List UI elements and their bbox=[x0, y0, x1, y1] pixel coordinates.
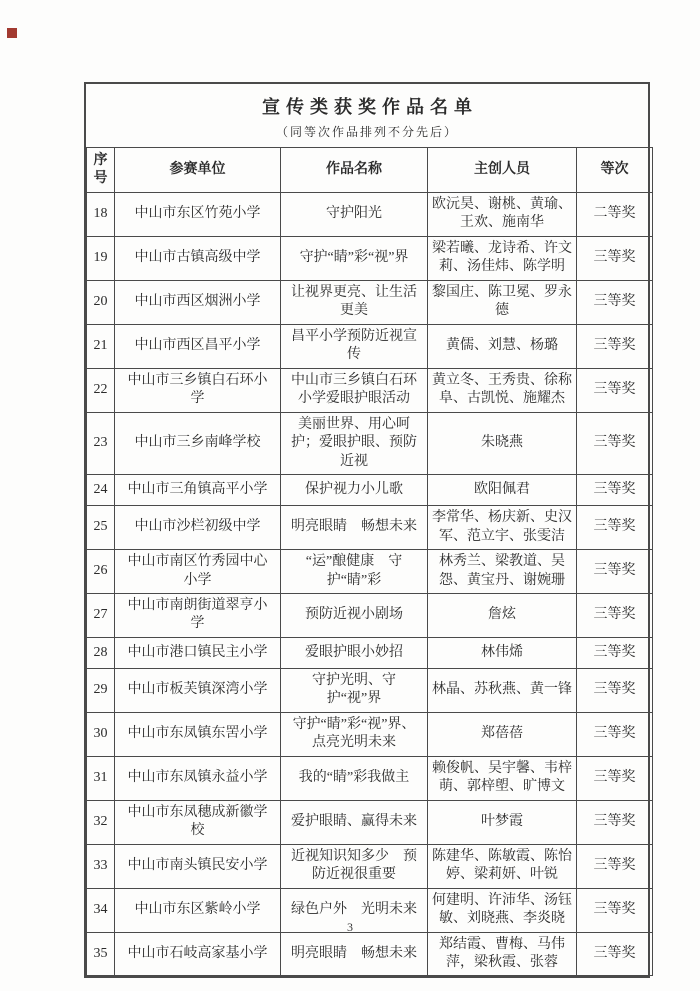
table-row bbox=[87, 593, 653, 637]
work-name-cell: 让视界更亮、让生活更美 bbox=[281, 280, 428, 324]
creators-cell: 黄立冬、王秀贵、徐称阜、古凯悦、施耀杰 bbox=[428, 368, 577, 412]
award-level-cell: 三等奖 bbox=[577, 324, 653, 368]
table-row bbox=[87, 412, 653, 474]
row-number-cell: 19 bbox=[87, 236, 115, 280]
work-name-cell: 明亮眼睛 畅想未来 bbox=[281, 932, 428, 976]
award-level-cell: 三等奖 bbox=[577, 412, 653, 474]
work-name-cell: 昌平小学预防近视宣传 bbox=[281, 324, 428, 368]
unit-cell: 中山市三乡镇白石环小学 bbox=[115, 368, 281, 412]
unit-cell: 中山市板芙镇深湾小学 bbox=[115, 668, 281, 712]
award-level-cell: 三等奖 bbox=[577, 280, 653, 324]
table-row bbox=[87, 324, 653, 368]
creators-cell: 黄儒、刘慧、杨璐 bbox=[428, 324, 577, 368]
header-work: 作品名称 bbox=[281, 148, 428, 193]
work-name-cell: 绿色户外 光明未来 bbox=[281, 888, 428, 932]
creators-cell: 黎国庄、陈卫冕、罗永德 bbox=[428, 280, 577, 324]
row-number-cell: 22 bbox=[87, 368, 115, 412]
award-level-cell: 三等奖 bbox=[577, 593, 653, 637]
creators-cell: 赖俊帆、吴宇馨、韦梓萌、郭梓塱、旷博文 bbox=[428, 756, 577, 800]
table-row bbox=[87, 800, 653, 844]
unit-cell: 中山市古镇高级中学 bbox=[115, 236, 281, 280]
award-level-cell: 三等奖 bbox=[577, 932, 653, 976]
award-level-cell: 三等奖 bbox=[577, 637, 653, 668]
unit-cell: 中山市南头镇民安小学 bbox=[115, 844, 281, 888]
creators-cell: 梁若曦、龙诗希、许文莉、汤佳炜、陈学明 bbox=[428, 236, 577, 280]
header-creators: 主创人员 bbox=[428, 148, 577, 193]
creators-cell: 郑蓓蓓 bbox=[428, 712, 577, 756]
row-number-cell: 27 bbox=[87, 593, 115, 637]
award-level-cell: 三等奖 bbox=[577, 756, 653, 800]
row-number-cell: 24 bbox=[87, 475, 115, 506]
table-header-row bbox=[87, 148, 653, 193]
unit-cell: 中山市东区紫岭小学 bbox=[115, 888, 281, 932]
row-number-cell: 33 bbox=[87, 844, 115, 888]
creators-cell: 詹炫 bbox=[428, 593, 577, 637]
work-name-cell: “运”酿健康 守护“睛”彩 bbox=[281, 550, 428, 594]
row-number-cell: 32 bbox=[87, 800, 115, 844]
unit-cell: 中山市南朗街道翠亨小学 bbox=[115, 593, 281, 637]
creators-cell: 欧阳佩君 bbox=[428, 475, 577, 506]
work-name-cell: 我的“睛”彩我做主 bbox=[281, 756, 428, 800]
award-level-cell: 三等奖 bbox=[577, 800, 653, 844]
unit-cell: 中山市东区竹苑小学 bbox=[115, 193, 281, 237]
work-name-cell: 预防近视小剧场 bbox=[281, 593, 428, 637]
red-corner-marker bbox=[7, 28, 17, 38]
work-name-cell: 保护视力小儿歌 bbox=[281, 475, 428, 506]
row-number-cell: 20 bbox=[87, 280, 115, 324]
work-name-cell: 中山市三乡镇白石环小学爱眼护眼活动 bbox=[281, 368, 428, 412]
row-number-cell: 35 bbox=[87, 932, 115, 976]
page-number: 3 bbox=[347, 920, 353, 934]
creators-cell: 叶梦霞 bbox=[428, 800, 577, 844]
unit-cell: 中山市东凤镇东罟小学 bbox=[115, 712, 281, 756]
creators-cell: 朱晓燕 bbox=[428, 412, 577, 474]
row-number-cell: 26 bbox=[87, 550, 115, 594]
title-block bbox=[86, 84, 648, 147]
page-subtitle: （同等次作品排列不分先后） bbox=[275, 125, 458, 139]
creators-cell: 欧沅昊、谢桃、黄瑜、王欢、施南华 bbox=[428, 193, 577, 237]
award-level-cell: 三等奖 bbox=[577, 844, 653, 888]
work-name-cell: 守护阳光 bbox=[281, 193, 428, 237]
header-unit: 参赛单位 bbox=[115, 148, 281, 193]
creators-cell: 何建明、许沛华、汤钰敏、刘晓燕、李炎晓 bbox=[428, 888, 577, 932]
unit-cell: 中山市沙栏初级中学 bbox=[115, 506, 281, 550]
table-row bbox=[87, 637, 653, 668]
award-table-body bbox=[87, 193, 653, 976]
award-level-cell: 三等奖 bbox=[577, 888, 653, 932]
award-table-container bbox=[84, 82, 650, 978]
row-number-cell: 21 bbox=[87, 324, 115, 368]
work-name-cell: 爱眼护眼小妙招 bbox=[281, 637, 428, 668]
award-level-cell: 三等奖 bbox=[577, 668, 653, 712]
award-level-cell: 三等奖 bbox=[577, 368, 653, 412]
row-number-cell: 25 bbox=[87, 506, 115, 550]
award-level-cell: 三等奖 bbox=[577, 475, 653, 506]
award-level-cell: 三等奖 bbox=[577, 236, 653, 280]
award-table bbox=[86, 147, 653, 976]
table-row bbox=[87, 368, 653, 412]
header-award: 等次 bbox=[577, 148, 653, 193]
unit-cell: 中山市西区昌平小学 bbox=[115, 324, 281, 368]
row-number-cell: 18 bbox=[87, 193, 115, 237]
unit-cell: 中山市三乡南峰学校 bbox=[115, 412, 281, 474]
unit-cell: 中山市三角镇高平小学 bbox=[115, 475, 281, 506]
unit-cell: 中山市港口镇民主小学 bbox=[115, 637, 281, 668]
award-level-cell: 二等奖 bbox=[577, 193, 653, 237]
work-name-cell: 守护“睛”彩“视”界 bbox=[281, 236, 428, 280]
unit-cell: 中山市东凤镇永益小学 bbox=[115, 756, 281, 800]
work-name-cell: 美丽世界、用心呵护；爱眼护眼、预防近视 bbox=[281, 412, 428, 474]
work-name-cell: 守护光明、守护“视”界 bbox=[281, 668, 428, 712]
creators-cell: 林秀兰、梁教道、吴怨、黄宝丹、谢婉珊 bbox=[428, 550, 577, 594]
table-row bbox=[87, 550, 653, 594]
unit-cell: 中山市西区烟洲小学 bbox=[115, 280, 281, 324]
row-number-cell: 34 bbox=[87, 888, 115, 932]
award-level-cell: 三等奖 bbox=[577, 550, 653, 594]
row-number-cell: 29 bbox=[87, 668, 115, 712]
creators-cell: 林晶、苏秋燕、黄一锋 bbox=[428, 668, 577, 712]
unit-cell: 中山市东凤穗成新徽学校 bbox=[115, 800, 281, 844]
work-name-cell: 守护“睛”彩“视”界、点亮光明未来 bbox=[281, 712, 428, 756]
work-name-cell: 近视知识知多少 预防近视很重要 bbox=[281, 844, 428, 888]
creators-cell: 陈建华、陈敏霞、陈怡婷、梁莉妍、叶锐 bbox=[428, 844, 577, 888]
header-no: 序号 bbox=[87, 148, 115, 193]
row-number-cell: 28 bbox=[87, 637, 115, 668]
row-number-cell: 23 bbox=[87, 412, 115, 474]
work-name-cell: 明亮眼睛 畅想未来 bbox=[281, 506, 428, 550]
table-row bbox=[87, 932, 653, 976]
table-row bbox=[87, 193, 653, 237]
row-number-cell: 30 bbox=[87, 712, 115, 756]
table-row bbox=[87, 668, 653, 712]
award-level-cell: 三等奖 bbox=[577, 712, 653, 756]
unit-cell: 中山市南区竹秀园中心小学 bbox=[115, 550, 281, 594]
award-level-cell: 三等奖 bbox=[577, 506, 653, 550]
page-title: 宣传类获奖作品名单 bbox=[262, 97, 478, 117]
work-name-cell: 爱护眼睛、赢得未来 bbox=[281, 800, 428, 844]
table-row bbox=[87, 475, 653, 506]
row-number-cell: 31 bbox=[87, 756, 115, 800]
creators-cell: 郑结霞、曹梅、马伟萍，梁秋霞、张蓉 bbox=[428, 932, 577, 976]
table-row bbox=[87, 712, 653, 756]
table-row bbox=[87, 506, 653, 550]
table-row bbox=[87, 756, 653, 800]
creators-cell: 林伟烯 bbox=[428, 637, 577, 668]
table-row bbox=[87, 844, 653, 888]
creators-cell: 李常华、杨庆新、史汉军、范立宇、张雯洁 bbox=[428, 506, 577, 550]
unit-cell: 中山市石岐高家基小学 bbox=[115, 932, 281, 976]
table-row bbox=[87, 236, 653, 280]
table-row bbox=[87, 280, 653, 324]
